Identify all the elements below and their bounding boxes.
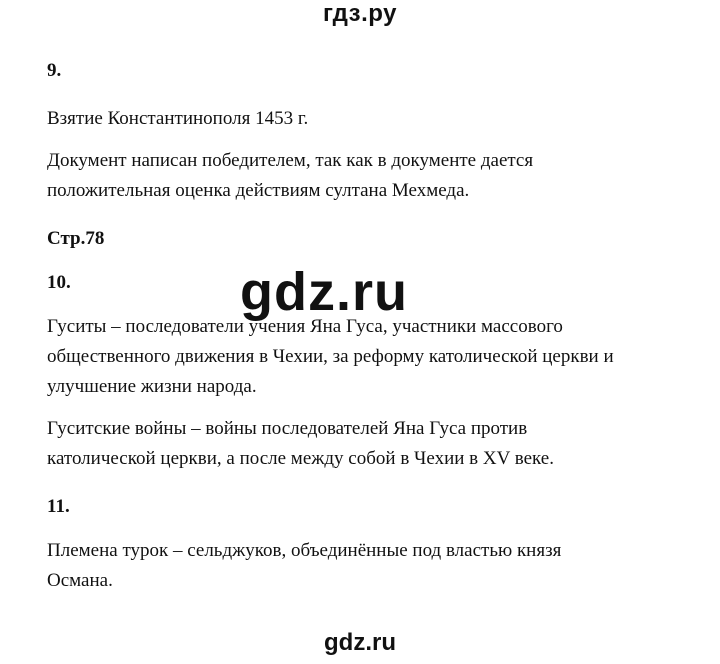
task-number-9: 9. — [47, 60, 62, 81]
paragraph-hussites-line-2: общественного движения в Чехии, за реформу католической церкви и — [47, 346, 614, 367]
paragraph-document-line-2: положительная оценка действиям султана Мехмеда. — [47, 180, 470, 201]
paragraph-event: Взятие Константинополя 1453 г. — [47, 108, 309, 129]
paragraph-hussites-line-3: улучшение жизни народа. — [47, 376, 257, 397]
paragraph-turks-line-1: Племена турок – сельджуков, объединённые под властью князя — [47, 540, 562, 561]
paragraph-turks-line-2: Османа. — [47, 570, 113, 591]
paragraph-hussites-line-1: Гуситы – последователи учения Яна Гуса, участники массового — [47, 316, 563, 337]
task-number-11: 11. — [47, 496, 70, 517]
paragraph-document-line-1: Документ написан победителем, так как в документе дается — [47, 150, 534, 171]
page-label: Стр.78 — [47, 228, 105, 249]
paragraph-hussite-wars-line-2: католической церкви, а после между собой в Чехии в XV веке. — [47, 448, 554, 469]
paragraph-hussite-wars-line-1: Гуситские войны – войны последователей Яна Гуса против — [47, 418, 528, 439]
task-number-10: 10. — [47, 272, 71, 293]
watermark: gdz.ru — [240, 262, 408, 322]
site-footer: gdz.ru — [0, 628, 720, 658]
document-content — [47, 58, 687, 596]
site-header: гдз.ру — [323, 0, 397, 27]
